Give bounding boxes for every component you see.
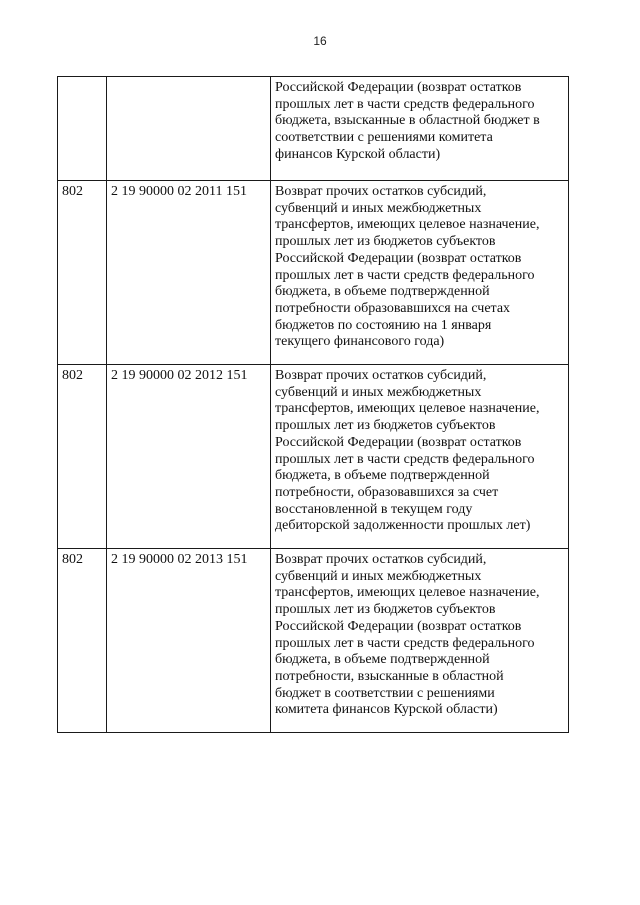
description-line: прошлых лет в части средств федерального xyxy=(275,267,535,283)
description-line: прошлых лет в части средств федерального xyxy=(275,635,535,651)
description-cell xyxy=(271,549,569,733)
description-line: бюджет в соответствии с решениями xyxy=(275,685,495,701)
description-line: восстановленной в текущем году xyxy=(275,501,473,517)
description-line: соответствии с решениями комитета xyxy=(275,130,493,146)
admin-code-cell: 802 xyxy=(58,181,107,365)
description-line: субвенций и иных межбюджетных xyxy=(275,384,482,400)
kbk-code-cell: 2 19 90000 02 2012 151 xyxy=(107,365,271,549)
kbk-code-cell: 2 19 90000 02 2013 151 xyxy=(107,549,271,733)
description-line: Российской Федерации (возврат остатков xyxy=(275,434,522,450)
description-cell xyxy=(271,365,569,549)
table-row xyxy=(58,181,569,365)
description-line: бюджета, в объеме подтвержденной xyxy=(275,468,490,484)
table-row xyxy=(58,365,569,549)
admin-code-cell: 802 xyxy=(58,549,107,733)
admin-code-cell xyxy=(58,77,107,181)
description-line: трансфертов, имеющих целевое назначение, xyxy=(275,401,540,417)
description-line: Возврат прочих остатков субсидий, xyxy=(275,368,487,383)
budget-code-table xyxy=(57,76,569,733)
description-line: прошлых лет в части средств федерального xyxy=(275,96,535,112)
description-line: прошлых лет из бюджетов субъектов xyxy=(275,418,496,434)
description-line: трансфертов, имеющих целевое назначение, xyxy=(275,217,540,233)
description-line: бюджета, в объеме подтвержденной xyxy=(275,284,490,300)
admin-code-cell: 802 xyxy=(58,365,107,549)
table-row xyxy=(58,549,569,733)
page-number: 16 xyxy=(313,34,327,48)
kbk-code-cell: 2 19 90000 02 2011 151 xyxy=(107,181,271,365)
description-line: прошлых лет в части средств федерального xyxy=(275,451,535,467)
description-line: бюджета, в объеме подтвержденной xyxy=(275,652,490,668)
description-line: Возврат прочих остатков субсидий, xyxy=(275,184,487,199)
description-cell xyxy=(271,77,569,181)
description-line: текущего финансового года) xyxy=(275,334,445,350)
table-row xyxy=(58,77,569,181)
description-line: бюджета, взысканные в областной бюджет в xyxy=(275,113,540,129)
description-line: Возврат прочих остатков субсидий, xyxy=(275,552,487,567)
description-line: комитета финансов Курской области) xyxy=(275,702,498,718)
description-line: потребности, образовавшихся за счет xyxy=(275,484,499,500)
description-line: субвенций и иных межбюджетных xyxy=(275,200,482,216)
description-line: финансов Курской области) xyxy=(275,146,441,162)
description-line: дебиторской задолженности прошлых лет) xyxy=(275,518,531,534)
description-line: Российской Федерации (возврат остатков xyxy=(275,250,522,266)
description-line: прошлых лет из бюджетов субъектов xyxy=(275,234,496,250)
description-line: потребности образовавшихся на счетах xyxy=(275,300,511,316)
description-line: субвенций и иных межбюджетных xyxy=(275,568,482,584)
description-line: Российской Федерации (возврат остатков xyxy=(275,80,522,95)
kbk-code-cell xyxy=(107,77,271,181)
description-line: бюджетов по состоянию на 1 января xyxy=(275,317,492,333)
description-line: Российской Федерации (возврат остатков xyxy=(275,618,522,634)
description-line: прошлых лет из бюджетов субъектов xyxy=(275,602,496,618)
description-cell xyxy=(271,181,569,365)
description-line: трансфертов, имеющих целевое назначение, xyxy=(275,585,540,601)
description-line: потребности, взысканные в областной xyxy=(275,668,504,684)
